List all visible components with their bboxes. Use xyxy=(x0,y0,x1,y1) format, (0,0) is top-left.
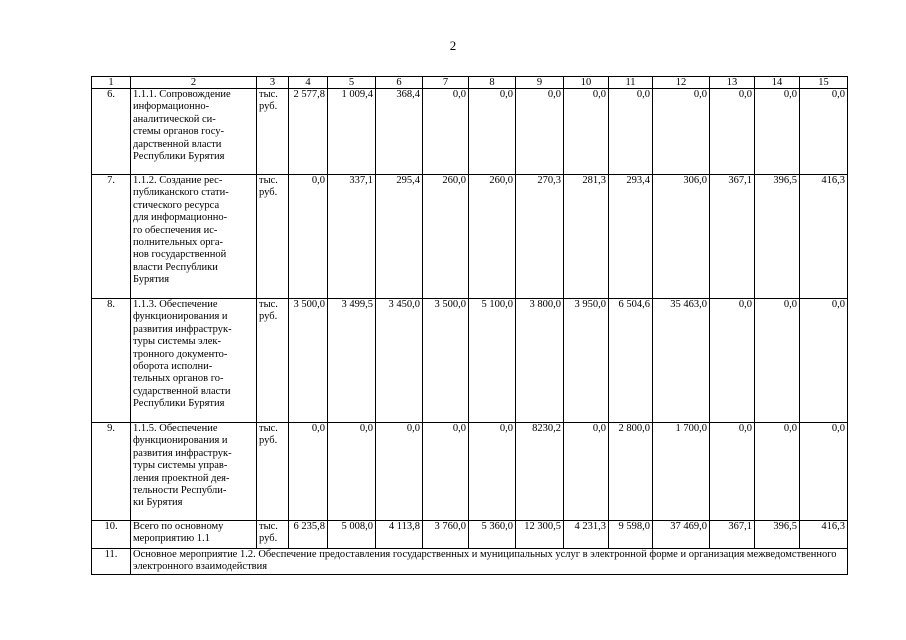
value-cell: 2 577,8 xyxy=(289,89,328,175)
value-cell: 3 800,0 xyxy=(516,299,564,423)
value-cell: 0,0 xyxy=(289,175,328,299)
row-unit: тыс. руб. xyxy=(257,89,289,175)
value-cell: 293,4 xyxy=(609,175,653,299)
header-cell: 2 xyxy=(131,77,257,89)
page-number: 2 xyxy=(449,38,457,53)
row-name: 1.1.1. Сопровождение информационно- аналитической си- стемы органов госу- дарственной власти Республики Бурятия xyxy=(131,89,257,175)
row-name: Всего по основному мероприятию 1.1 xyxy=(131,521,257,549)
table-row xyxy=(92,423,848,521)
header-row xyxy=(92,77,848,89)
value-cell: 0,0 xyxy=(800,89,848,175)
row-name: 1.1.5. Обеспечение функционирования и развития инфраструк- туры системы управ- ления проектной дея- тельности Республи- ки Бурятия xyxy=(131,423,257,521)
value-cell: 270,3 xyxy=(516,175,564,299)
value-cell: 295,4 xyxy=(376,175,423,299)
row-number: 10. xyxy=(92,521,131,549)
value-cell: 0,0 xyxy=(328,423,376,521)
header-cell: 12 xyxy=(653,77,710,89)
value-cell: 1 009,4 xyxy=(328,89,376,175)
value-cell: 3 950,0 xyxy=(564,299,609,423)
table-row xyxy=(92,549,848,575)
budget-table xyxy=(91,76,848,575)
value-cell: 4 113,8 xyxy=(376,521,423,549)
header-cell: 4 xyxy=(289,77,328,89)
value-cell: 5 100,0 xyxy=(469,299,516,423)
row-unit: тыс. руб. xyxy=(257,299,289,423)
value-cell: 5 360,0 xyxy=(469,521,516,549)
value-cell: 0,0 xyxy=(423,89,469,175)
value-cell: 12 300,5 xyxy=(516,521,564,549)
row-number: 7. xyxy=(92,175,131,299)
table-row xyxy=(92,175,848,299)
header-cell: 5 xyxy=(328,77,376,89)
value-cell: 396,5 xyxy=(755,521,800,549)
value-cell: 0,0 xyxy=(564,423,609,521)
header-cell: 11 xyxy=(609,77,653,89)
value-cell: 0,0 xyxy=(710,423,755,521)
header-cell: 8 xyxy=(469,77,516,89)
value-cell: 6 235,8 xyxy=(289,521,328,549)
value-cell: 0,0 xyxy=(800,299,848,423)
row-number: 6. xyxy=(92,89,131,175)
value-cell: 0,0 xyxy=(800,423,848,521)
value-cell: 396,5 xyxy=(755,175,800,299)
row-number: 8. xyxy=(92,299,131,423)
row-number: 11. xyxy=(92,549,131,575)
row-name: 1.1.2. Создание рес- публиканского стати- стического ресурса для информационно- го обеспечения ис- полнительных орга- нов государственной власти Республики Бурятия xyxy=(131,175,257,299)
value-cell: 8230,2 xyxy=(516,423,564,521)
value-cell: 0,0 xyxy=(755,89,800,175)
value-cell: 5 008,0 xyxy=(328,521,376,549)
value-cell: 35 463,0 xyxy=(653,299,710,423)
header-cell: 13 xyxy=(710,77,755,89)
value-cell: 1 700,0 xyxy=(653,423,710,521)
row-number: 9. xyxy=(92,423,131,521)
value-cell: 0,0 xyxy=(423,423,469,521)
value-cell: 6 504,6 xyxy=(609,299,653,423)
value-cell: 3 499,5 xyxy=(328,299,376,423)
value-cell: 4 231,3 xyxy=(564,521,609,549)
value-cell: 0,0 xyxy=(469,423,516,521)
value-cell: 281,3 xyxy=(564,175,609,299)
row-unit: тыс. руб. xyxy=(257,521,289,549)
value-cell: 0,0 xyxy=(289,423,328,521)
table-row xyxy=(92,299,848,423)
value-cell: 9 598,0 xyxy=(609,521,653,549)
row-unit: тыс. руб. xyxy=(257,423,289,521)
value-cell: 0,0 xyxy=(653,89,710,175)
value-cell: 367,1 xyxy=(710,175,755,299)
value-cell: 3 500,0 xyxy=(289,299,328,423)
value-cell: 416,3 xyxy=(800,175,848,299)
value-cell: 0,0 xyxy=(376,423,423,521)
header-cell: 10 xyxy=(564,77,609,89)
value-cell: 0,0 xyxy=(755,423,800,521)
header-cell: 15 xyxy=(800,77,848,89)
value-cell: 0,0 xyxy=(710,89,755,175)
value-cell: 260,0 xyxy=(469,175,516,299)
value-cell: 0,0 xyxy=(710,299,755,423)
value-cell: 416,3 xyxy=(800,521,848,549)
header-cell: 14 xyxy=(755,77,800,89)
value-cell: 306,0 xyxy=(653,175,710,299)
value-cell: 367,1 xyxy=(710,521,755,549)
header-cell: 1 xyxy=(92,77,131,89)
value-cell: 0,0 xyxy=(755,299,800,423)
value-cell: 3 450,0 xyxy=(376,299,423,423)
table-row xyxy=(92,521,848,549)
header-cell: 7 xyxy=(423,77,469,89)
row-section-title: Основное мероприятие 1.2. Обеспечение предоставления государственных и муниципальных услуг в электронной форме и организация межведомственного электронного взаимодействия xyxy=(131,549,848,575)
row-name: 1.1.3. Обеспечение функционирования и развития инфраструк- туры системы элек- тронного документо- оборота исполни- тельных органов го- сударственной власти Республики Бурятия xyxy=(131,299,257,423)
header-cell: 3 xyxy=(257,77,289,89)
header-cell: 6 xyxy=(376,77,423,89)
table-row xyxy=(92,89,848,175)
value-cell: 0,0 xyxy=(609,89,653,175)
row-unit: тыс. руб. xyxy=(257,175,289,299)
header-cell: 9 xyxy=(516,77,564,89)
value-cell: 0,0 xyxy=(469,89,516,175)
value-cell: 2 800,0 xyxy=(609,423,653,521)
value-cell: 37 469,0 xyxy=(653,521,710,549)
value-cell: 3 500,0 xyxy=(423,299,469,423)
value-cell: 337,1 xyxy=(328,175,376,299)
value-cell: 368,4 xyxy=(376,89,423,175)
value-cell: 0,0 xyxy=(516,89,564,175)
value-cell: 260,0 xyxy=(423,175,469,299)
value-cell: 3 760,0 xyxy=(423,521,469,549)
value-cell: 0,0 xyxy=(564,89,609,175)
